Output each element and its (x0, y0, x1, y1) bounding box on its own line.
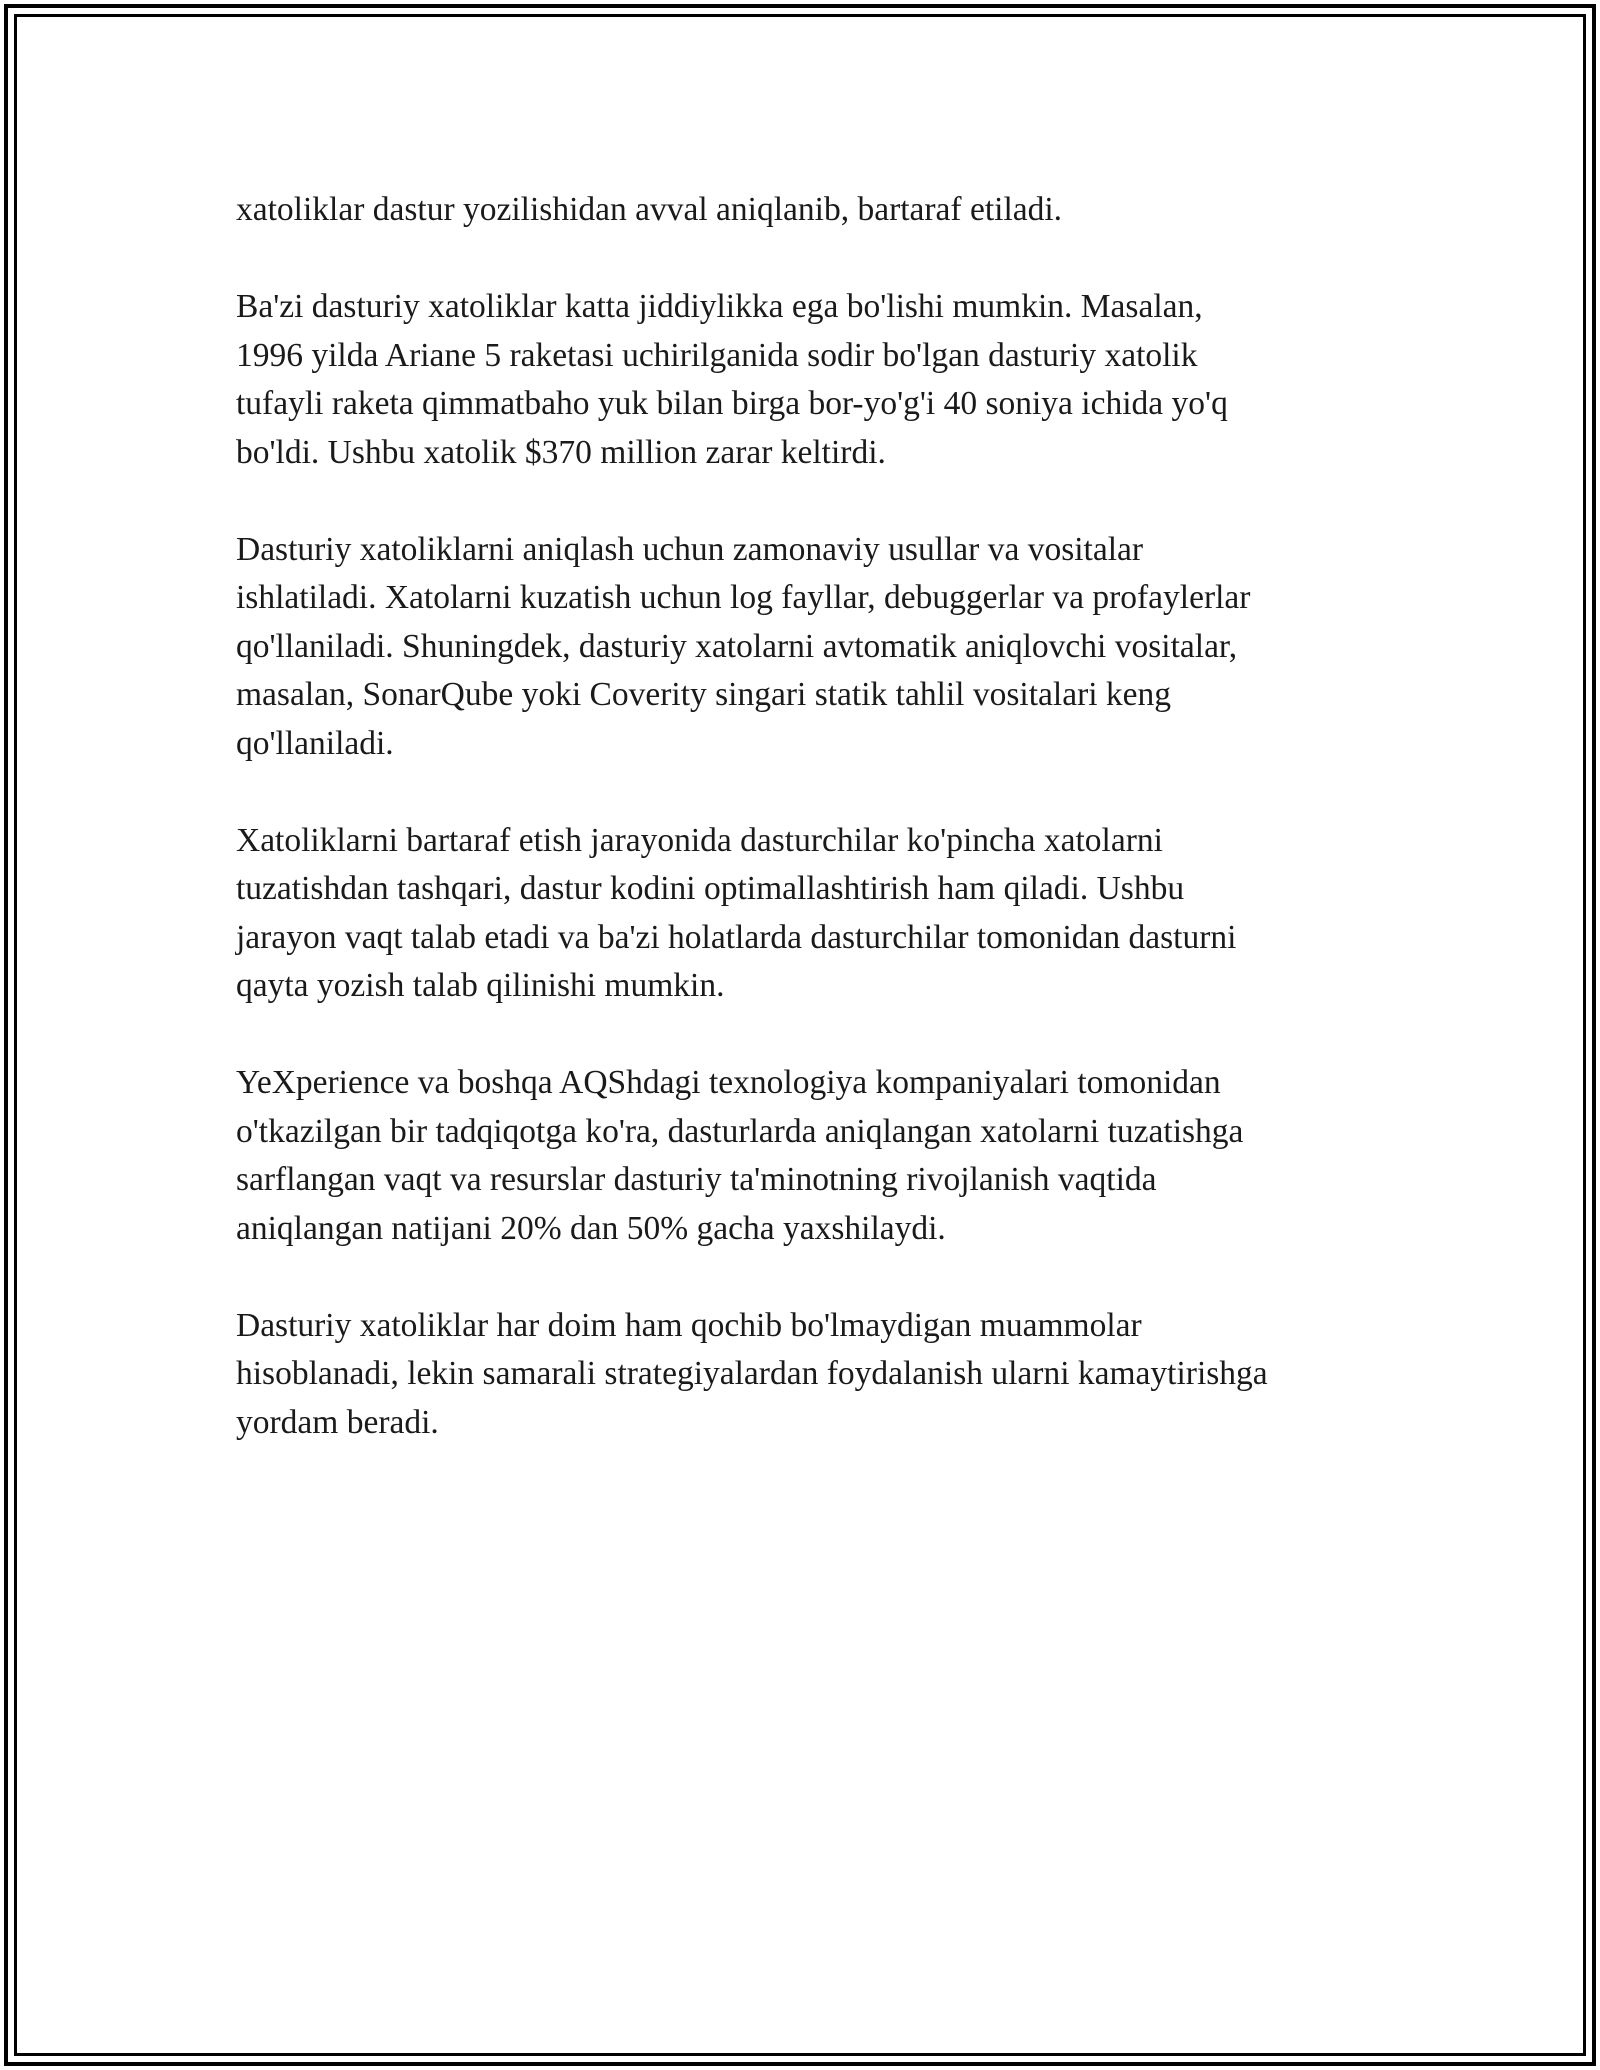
paragraph-4: Xatoliklarni bartaraf etish jarayonida dasturchilar ko'pincha xatolarni tuzatishdan tashqari, dastur kodini optimallashtirish ham qiladi. Ushbu jarayon vaqt talab etadi va ba'zi holatlarda dasturchilar tomonidan dasturni qayta yozish talab qilinishi mumkin. (236, 821, 1237, 1004)
paragraph-3: Dasturiy xatoliklarni aniqlash uchun zamonaviy usullar va vositalar ishlatiladi. Xatolarni kuzatish uchun log fayllar, debuggerlar va profaylerlar qo'llaniladi. Shuningdek, dasturiy xatolarni avtomatik aniqlovchi vositalar, masalan, SonarQube yoki Coverity singari statik tahlil vositalari keng qo'llaniladi. (236, 530, 1251, 762)
document-body (236, 186, 1376, 1496)
paragraph-2: Ba'zi dasturiy xatoliklar katta jiddiylikka ega bo'lishi mumkin. Masalan, 1996 yilda Ariane 5 raketasi uchirilganida sodir bo'lgan dasturiy xatolik tufayli raketa qimmatbaho yuk bilan birga bor-yo'g'i 40 soniya ichida yo'q bo'ldi. Ushbu xatolik $370 million zarar keltirdi. (236, 288, 1228, 471)
paragraph-6: Dasturiy xatoliklar har doim ham qochib bo'lmaydigan muammolar hisoblanadi, lekin samarali strategiyalardan foydalanish ularni kamaytirishga yordam beradi. (236, 1306, 1268, 1441)
paragraph-5: YeXperience va boshqa AQShdagi texnologiya kompaniyalari tomonidan o'tkazilgan bir tadqiqotga ko'ra, dasturlarda aniqlangan xatolarni tuzatishga sarflangan vaqt va resurslar dasturiy ta'minotning rivojlanish vaqtida aniqlangan natijani 20% dan 50% gacha yaxshilaydi. (236, 1064, 1244, 1247)
paragraph-1: xatoliklar dastur yozilishidan avval aniqlanib, bartaraf etiladi. (236, 191, 1063, 228)
